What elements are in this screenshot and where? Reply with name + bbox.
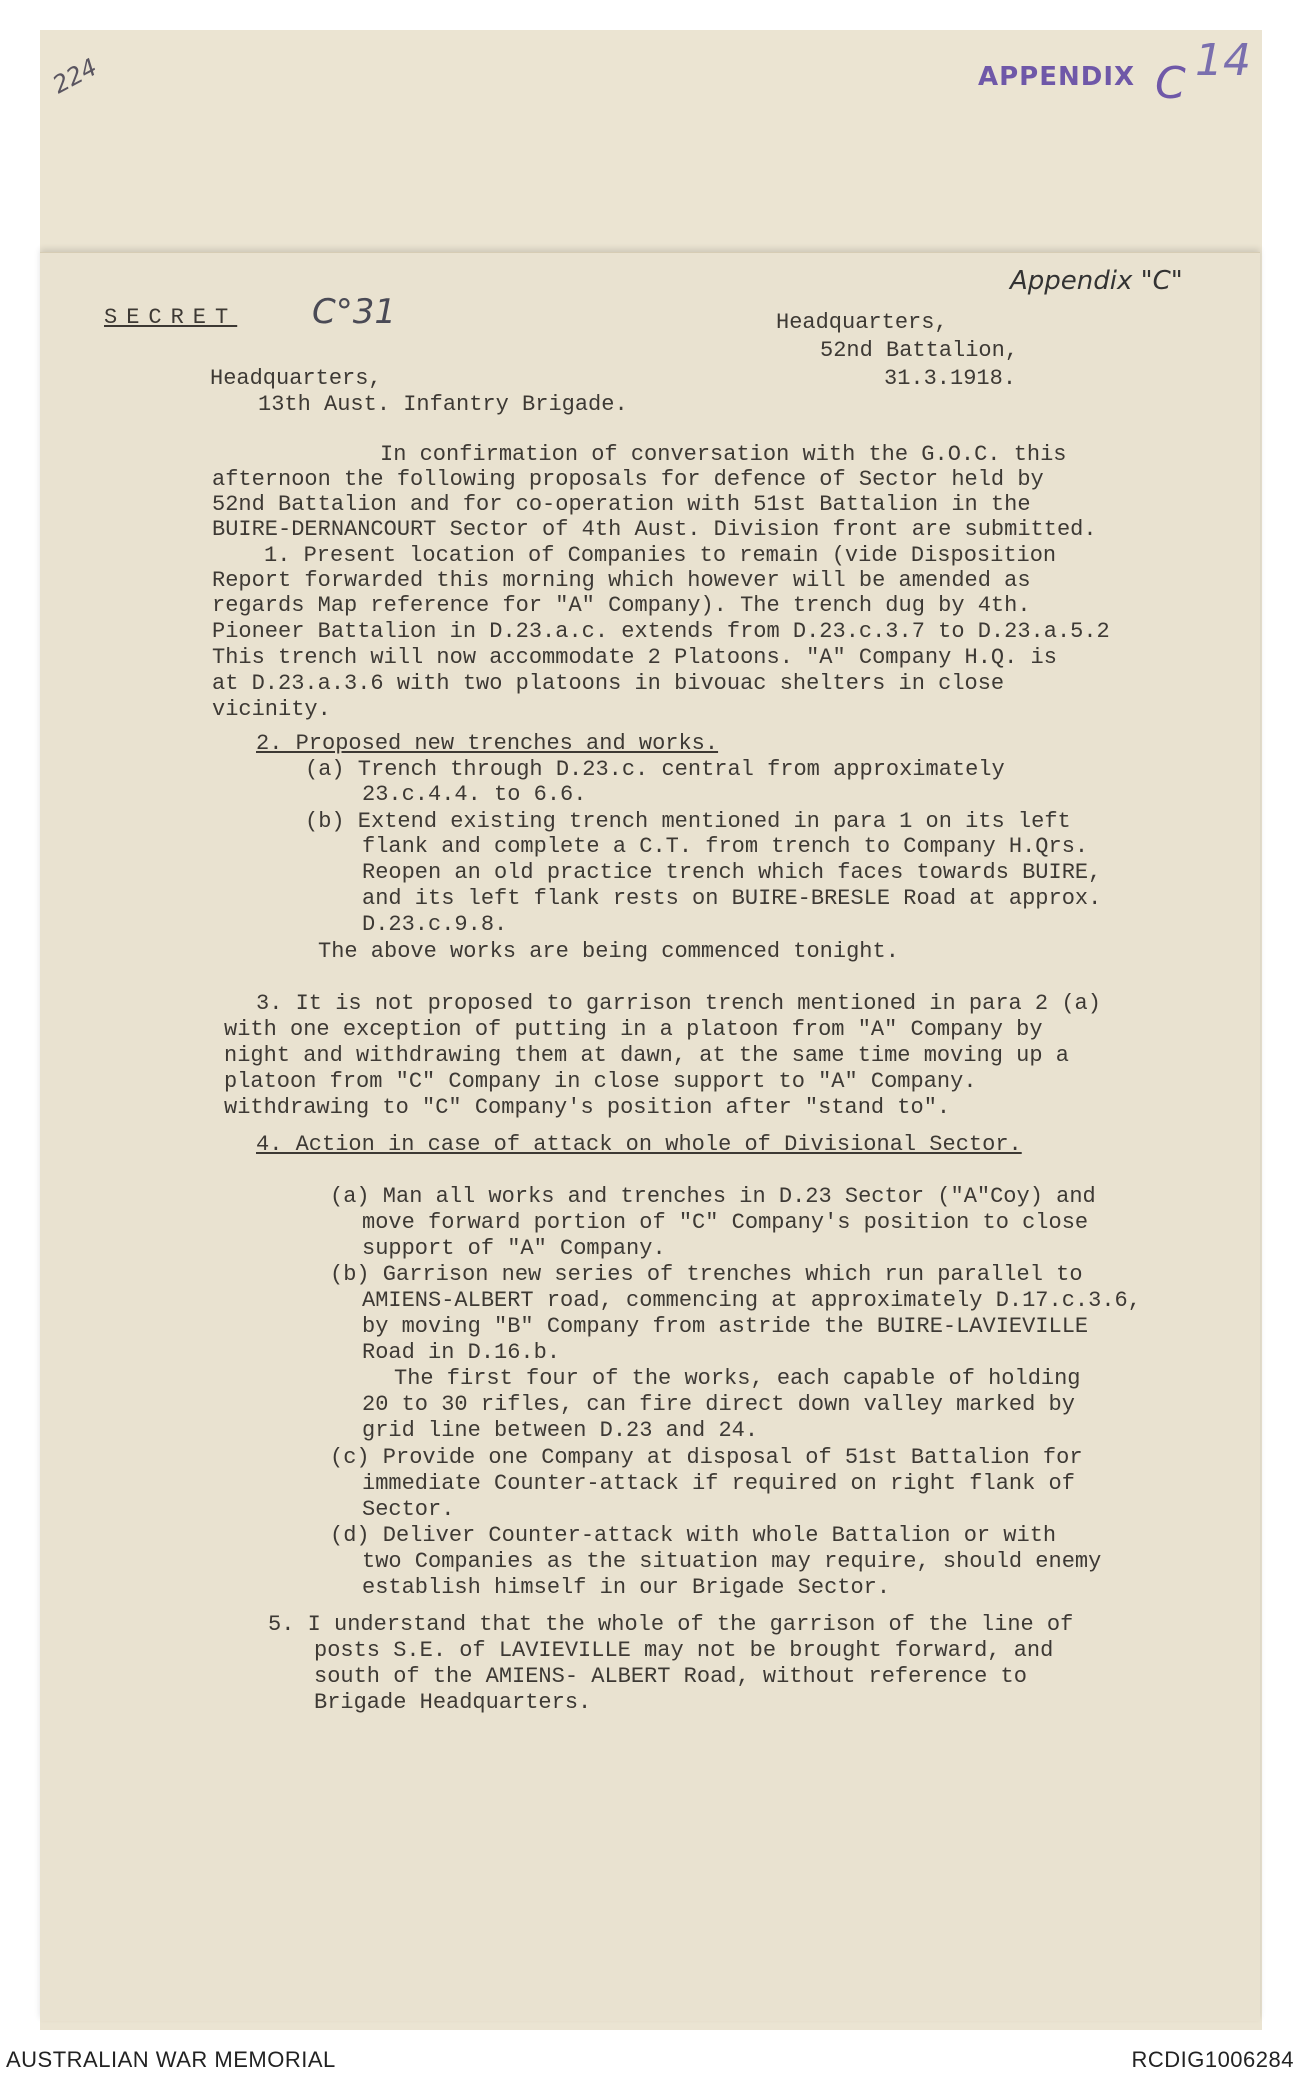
para1-line: regards Map reference for "A" Company). The trench dug by 4th. bbox=[212, 593, 1031, 618]
para5-line: Brigade Headquarters. bbox=[314, 1690, 592, 1715]
para2-b-line: D.23.c.9.8. bbox=[362, 912, 508, 937]
para1-line: vicinity. bbox=[212, 697, 331, 722]
para4-d-line: establish himself in our Brigade Sector. bbox=[362, 1575, 891, 1600]
para4-a-line: support of "A" Company. bbox=[362, 1236, 666, 1261]
para2-heading: 2. Proposed new trenches and works. bbox=[256, 731, 719, 756]
para4-heading: 4. Action in case of attack on whole of Divisional Sector. bbox=[256, 1132, 1022, 1157]
para4-b-note-line: 20 to 30 rifles, can fire direct down valley marked by bbox=[362, 1392, 1075, 1417]
sender-line-2: 52nd Battalion, bbox=[820, 338, 1019, 363]
para1-line: This trench will now accommodate 2 Platoons. "A" Company H.Q. is bbox=[212, 645, 1057, 670]
reference-number: C°31 bbox=[312, 292, 397, 332]
secret-heading: SECRET bbox=[104, 305, 238, 330]
folio-number: 14 bbox=[1195, 35, 1251, 86]
para4-b-line: AMIENS-ALBERT road, commencing at approximately D.17.c.3.6, bbox=[362, 1288, 1141, 1313]
para4-d-line: two Companies as the situation may require, should enemy bbox=[362, 1549, 1102, 1574]
para3-line: night and withdrawing them at dawn, at the same time moving up a bbox=[224, 1043, 1069, 1068]
para3-line: with one exception of putting in a platoon from "A" Company by bbox=[224, 1017, 1043, 1042]
para2-b-line: (b) Extend existing trench mentioned in para 1 on its left bbox=[305, 809, 1071, 834]
para1-line: Pioneer Battalion in D.23.a.c. extends from D.23.c.3.7 to D.23.a.5.2 bbox=[212, 619, 1110, 644]
intro-line: 52nd Battalion and for co-operation with 51st Battalion in the bbox=[212, 492, 1031, 517]
para3-line: 3. It is not proposed to garrison trench mentioned in para 2 (a) bbox=[256, 991, 1101, 1016]
sender-date: 31.3.1918. bbox=[884, 366, 1017, 391]
recipient-line-1: Headquarters, bbox=[210, 366, 382, 391]
para2-note: The above works are being commenced tonight. bbox=[318, 939, 899, 964]
appendix-stamp: APPENDIX bbox=[978, 62, 1136, 92]
footer-record-id: RCDIG1006284 bbox=[1131, 2047, 1294, 2072]
para4-b-note-line: grid line between D.23 and 24. bbox=[362, 1418, 759, 1443]
para3-line: platoon from "C" Company in close support to "A" Company. bbox=[224, 1069, 977, 1094]
para2-b-line: Reopen an old practice trench which faces towards BUIRE, bbox=[362, 860, 1102, 885]
recipient-line-2: 13th Aust. Infantry Brigade. bbox=[258, 392, 628, 417]
para4-d-line: (d) Deliver Counter-attack with whole Battalion or with bbox=[330, 1523, 1057, 1548]
para4-c-line: (c) Provide one Company at disposal of 51st Battalion for bbox=[330, 1445, 1083, 1470]
appendix-note: Appendix "C" bbox=[1010, 266, 1183, 296]
corner-number: 224 bbox=[48, 52, 102, 100]
para5-line: 5. I understand that the whole of the garrison of the line of bbox=[268, 1612, 1074, 1637]
footer-archive-name: AUSTRALIAN WAR MEMORIAL bbox=[6, 2047, 336, 2072]
para2-b-line: and its left flank rests on BUIRE-BRESLE Road at approx. bbox=[362, 886, 1102, 911]
para2-a-line: 23.c.4.4. to 6.6. bbox=[362, 782, 587, 807]
para4-a-line: move forward portion of "C" Company's position to close bbox=[362, 1210, 1089, 1235]
para2-a-line: (a) Trench through D.23.c. central from approximately bbox=[305, 757, 1005, 782]
para4-b-line: by moving "B" Company from astride the BUIRE-LAVIEVILLE bbox=[362, 1314, 1089, 1339]
para2-b-line: flank and complete a C.T. from trench to Company H.Qrs. bbox=[362, 834, 1089, 859]
para5-line: south of the AMIENS- ALBERT Road, without reference to bbox=[314, 1664, 1027, 1689]
para5-line: posts S.E. of LAVIEVILLE may not be brought forward, and bbox=[314, 1638, 1054, 1663]
para4-a-line: (a) Man all works and trenches in D.23 Sector ("A"Coy) and bbox=[330, 1184, 1096, 1209]
para4-b-line: (b) Garrison new series of trenches which run parallel to bbox=[330, 1262, 1083, 1287]
appendix-letter: C bbox=[1155, 58, 1186, 109]
para3-line: withdrawing to "C" Company's position after "stand to". bbox=[224, 1095, 951, 1120]
intro-line: afternoon the following proposals for defence of Sector held by bbox=[212, 467, 1044, 492]
intro-line: BUIRE-DERNANCOURT Sector of 4th Aust. Division front are submitted. bbox=[212, 517, 1097, 542]
intro-line: In confirmation of conversation with the G.O.C. this bbox=[380, 442, 1067, 467]
para4-c-line: Sector. bbox=[362, 1497, 455, 1522]
para1-line: at D.23.a.3.6 with two platoons in bivouac shelters in close bbox=[212, 671, 1005, 696]
para4-c-line: immediate Counter-attack if required on right flank of bbox=[362, 1471, 1075, 1496]
para4-b-line: Road in D.16.b. bbox=[362, 1340, 561, 1365]
para1-line: 1. Present location of Companies to remain (vide Disposition bbox=[264, 543, 1057, 568]
sender-line-1: Headquarters, bbox=[776, 310, 948, 335]
para4-b-note-line: The first four of the works, each capable of holding bbox=[394, 1366, 1081, 1391]
para1-line: Report forwarded this morning which however will be amended as bbox=[212, 568, 1031, 593]
